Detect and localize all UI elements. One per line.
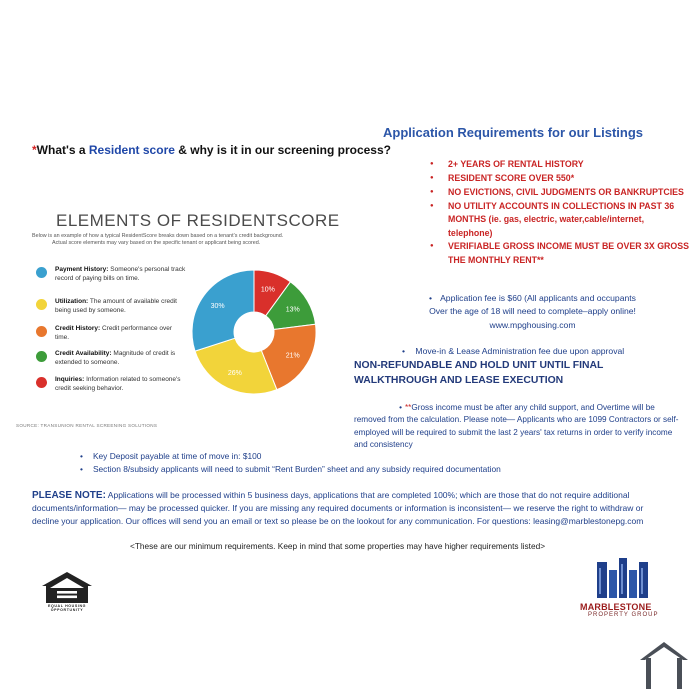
legend-dot — [36, 351, 47, 362]
resident-score-pie-chart — [190, 268, 318, 396]
pie-label: 26% — [227, 370, 242, 378]
legend-text: Payment History: Someone's personal track record of paying bills on time. — [55, 266, 186, 282]
requirement-item: ● VERIFIABLE GROSS INCOME MUST BE OVER 3X GROSS THE MONTHLY RENT** — [430, 240, 690, 267]
website-link[interactable]: www.mpghousing.com — [489, 319, 576, 330]
application-fee-block — [400, 292, 665, 332]
movein-fee-note: • Move-in & Lease Administration fee due upon approval — [402, 346, 624, 356]
minimum-requirements-note: <These are our minimum requirements. Keep in mind that some properties may have higher requirements listed> — [130, 541, 546, 551]
legend-item-credit-history — [36, 325, 186, 343]
key-deposit-note: • Key Deposit payable at time of move in: $100 — [80, 451, 262, 461]
requirement-item: ● 2+ YEARS OF RENTAL HISTORY — [430, 158, 690, 171]
title-resident-score: Resident score — [88, 143, 175, 157]
legend-item-payment-history — [36, 266, 186, 284]
elements-subtitle-1: Below is an example of how a typical ResidentScore breaks down based on a tenant's credit background. — [32, 233, 284, 239]
legend-dot — [36, 377, 47, 388]
source-note: SOURCE: TRANSUNION RENTAL SCREENING SOLUTIONS — [16, 423, 158, 428]
legend-item-utilization — [36, 298, 186, 316]
equal-housing-label: EQUAL HOUSING OPPORTUNITY — [47, 604, 87, 612]
requirements-title: Application Requirements for our Listings — [383, 125, 644, 140]
legend-text: Utilization: The amount of available credit being used by someone. — [55, 298, 177, 314]
legend-text: Credit Availability: Magnitude of credit is extended to someone. — [55, 350, 176, 366]
resident-score-question — [32, 143, 391, 157]
pie-svg — [190, 268, 318, 396]
elements-title: ELEMENTS OF RESIDENTSCORE — [56, 211, 340, 230]
title-end: & why is it in our screening process? — [174, 143, 391, 157]
elements-subtitle-2: Actual score elements may vary based on the specific tenant or applicant being scored. — [52, 240, 261, 246]
legend-dot — [36, 299, 47, 310]
marblestone-logo-icon — [595, 558, 649, 598]
legend-text: Inquiries: Information related to someone's credit seeking behavior. — [55, 376, 181, 392]
house-icon — [638, 640, 690, 690]
company-name: MARBLESTONE — [580, 602, 652, 612]
requirements-list — [430, 158, 690, 268]
pie-label: 13% — [285, 306, 300, 314]
pie-slice-payment-history — [192, 270, 254, 351]
legend-item-credit-availability — [36, 350, 186, 368]
nonrefundable-note: NON-REFUNDABLE AND HOLD UNIT UNTIL FINAL WALKTHROUGH AND LEASE EXECUTION — [354, 360, 604, 386]
pie-label: 30% — [210, 303, 225, 311]
requirement-item: ● RESIDENT SCORE OVER 550* — [430, 172, 690, 185]
fee-line-1: • Application fee is $60 (All applicants and occupants — [400, 292, 665, 305]
legend-text: Credit History: Credit performance over time. — [55, 325, 173, 341]
legend-item-inquiries — [36, 376, 186, 394]
section8-note: • Section 8/subsidy applicants will need to submit “Rent Burden” sheet and any subsidy required documentation — [80, 464, 501, 474]
company-subtitle: PROPERTY GROUP — [588, 612, 659, 618]
legend-dot — [36, 326, 47, 337]
gross-income-note: • **Gross income must be after any child support, and Overtime will be removed from the calculation. Please note— Applicants who are 1099 Contractors or self-employed will be required to submit the last 2 years' tax returns in order to verify income and consistency — [354, 403, 679, 449]
requirement-item: ● NO UTILITY ACCOUNTS IN COLLECTIONS IN PAST 36 MONTHS (ie. gas, electric, water,cable/internet, telephone) — [430, 200, 690, 240]
please-note-label: PLEASE NOTE: — [32, 490, 106, 501]
please-note-paragraph: PLEASE NOTE: Applications will be processed within 5 business days, applications that are completed 100%; which are those that do not require additional documents/information— may be processed quicker. If you are missing any required documents or information is inconsistent— we reserve the right to withdraw or decline your application. Our offices will send you an email or text so please be on the lookout for any communication. For questions: leasing@marblestonepg.com — [32, 490, 644, 526]
asterisk: * — [32, 143, 37, 157]
legend-dot — [36, 267, 47, 278]
fee-line-2: Over the age of 18 will need to complete–apply online! — [429, 306, 636, 317]
title-start: What's a — [36, 143, 89, 157]
pie-label: 10% — [260, 286, 275, 294]
requirement-item: ● NO EVICTIONS, CIVIL JUDGMENTS OR BANKRUPTCIES — [430, 186, 690, 199]
pie-label: 21% — [285, 352, 300, 360]
